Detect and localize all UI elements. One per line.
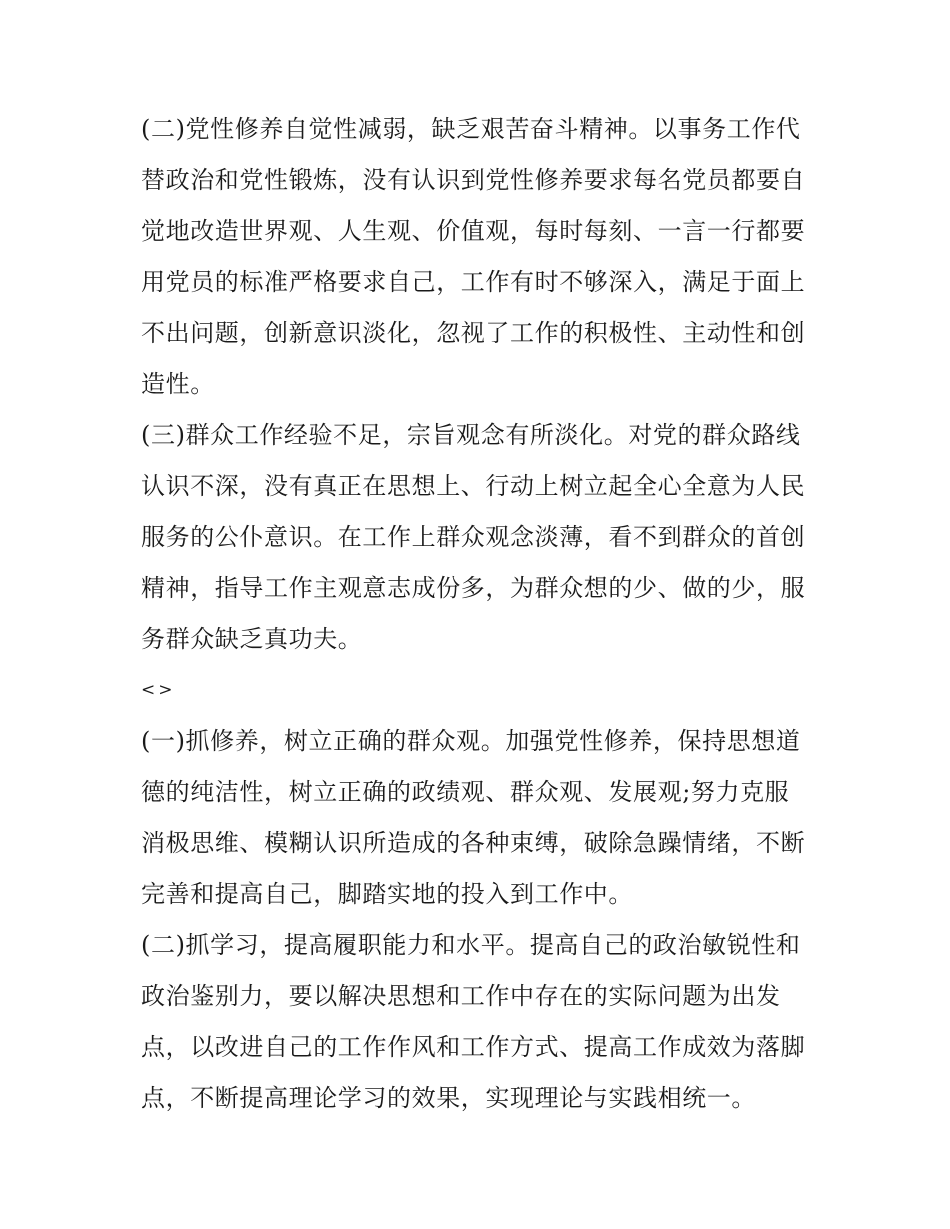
text-line: 德的纯洁性，树立正确的政绩观、群众观、发展观;努力克服 — [141, 778, 790, 806]
text-line: (一)抓修养，树立正确的群众观。加强党性修养，保持思想道 — [141, 727, 801, 755]
text-line: 点，不断提高理论学习的效果，实现理论与实践相统一。 — [141, 1084, 756, 1112]
text-line: 点，以改进自己的工作作风和工作方式、提高工作成效为落脚 — [141, 1033, 806, 1061]
text-line: 认识不深，没有真正在思想上、行动上树立起全心全意为人民 — [141, 472, 806, 500]
text-line: 精神，指导工作主观意志成份多，为群众想的少、做的少，服 — [141, 574, 806, 602]
section-marker: <> — [141, 680, 176, 700]
text-line: 觉地改造世界观、人生观、价值观，每时每刻、一言一行都要 — [141, 217, 806, 245]
document-body — [141, 104, 816, 1124]
text-line: 务群众缺乏真功夫。 — [141, 625, 363, 653]
text-line: (三)群众工作经验不足，宗旨观念有所淡化。对党的群众路线 — [141, 421, 801, 449]
text-line: 政治鉴别力，要以解决思想和工作中存在的实际问题为出发 — [141, 982, 781, 1010]
text-line: 用党员的标准严格要求自己，工作有时不够深入，满足于面上 — [141, 268, 806, 296]
text-line: (二)抓学习，提高履职能力和水平。提高自己的政治敏锐性和 — [141, 931, 801, 959]
text-line: 替政治和党性锻炼，没有认识到党性修养要求每名党员都要自 — [141, 166, 806, 194]
text-line: 不出问题，创新意识淡化，忽视了工作的积极性、主动性和创 — [141, 319, 806, 347]
text-line: 完善和提高自己，脚踏实地的投入到工作中。 — [141, 880, 633, 908]
text-line: (二)党性修养自觉性减弱，缺乏艰苦奋斗精神。以事务工作代 — [141, 115, 801, 143]
text-line: 消极思维、模糊认识所造成的各种束缚，破除急躁情绪，不断 — [141, 829, 806, 857]
text-line: 服务的公仆意识。在工作上群众观念淡薄，看不到群众的首创 — [141, 523, 806, 551]
text-line: 造性。 — [141, 370, 215, 398]
